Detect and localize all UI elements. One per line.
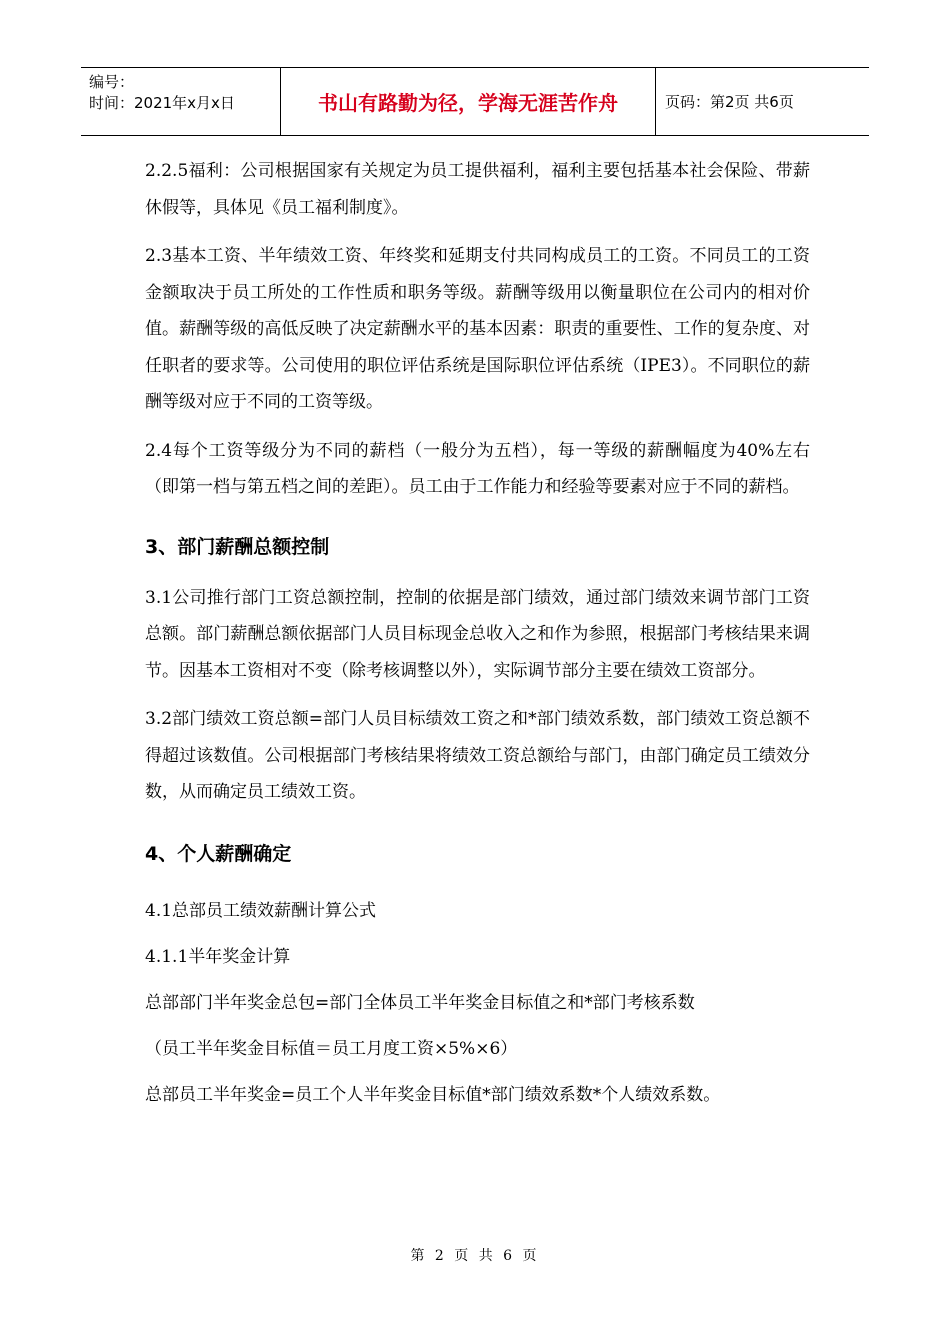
paragraph-3-2: 3.2部门绩效工资总额=部门人员目标绩效工资之和*部门绩效系数，部门绩效工资总额不得超过该数值。公司根据部门考核结果将绩效工资总额给与部门，由部门确定员工绩效分数，从而确定员工绩效工资。 [145, 709, 810, 802]
paragraph-4-1: 4.1总部员工绩效薪酬计算公式 [145, 900, 377, 921]
header-motto: 书山有路勤为径，学海无涯苦作舟 [281, 68, 656, 135]
paragraph-3-1: 3.1公司推行部门工资总额控制，控制的依据是部门绩效，通过部门绩效来调节部门工资总额。部门薪酬总额依据部门人员目标现金总收入之和作为参照，根据部门考核结果来调节。因基本工资相对不变（除考核调整以外），实际调节部分主要在绩效工资部分。 [145, 587, 810, 681]
page-footer: 第 2 页 共 6 页 [410, 1248, 540, 1264]
paragraph-2-4: 2.4每个工资等级分为不同的薪档（一般分为五档），每一等级的薪酬幅度为40%左右（即第一档与第五档之间的差距）。员工由于工作能力和经验等要素对应于不同的薪档。 [145, 440, 810, 497]
document-body [145, 153, 810, 1107]
serial-label: 编号： [89, 73, 135, 91]
section-heading-4: 4、个人薪酬确定 [145, 842, 292, 865]
date-label: 时间：2021年x月x日 [89, 94, 235, 112]
page-header [81, 67, 869, 136]
formula-dept-bonus-pool: 总部部门半年奖金总包=部门全体员工半年奖金目标值之和*部门考核系数 [145, 992, 695, 1013]
section-heading-3: 3、部门薪酬总额控制 [145, 535, 330, 558]
paragraph-2-3: 2.3基本工资、半年绩效工资、年终奖和延期支付共同构成员工的工资。不同员工的工资金额取决于员工所处的工作性质和职务等级。薪酬等级用以衡量职位在公司内的相对价值。薪酬等级的高低反映了决定薪酬水平的基本因素：职责的重要性、工作的复杂度、对任职者的要求等。公司使用的职位评估系统是国际职位评估系统（IPE3）。不同职位的薪酬等级对应于不同的工资等级。 [145, 246, 810, 412]
formula-target-value: （员工半年奖金目标值＝员工月度工资×5%×6） [145, 1038, 518, 1059]
paragraph-2-2-5: 2.2.5福利：公司根据国家有关规定为员工提供福利，福利主要包括基本社会保险、带薪休假等，具体见《员工福利制度》。 [145, 161, 810, 218]
formula-employee-bonus: 总部员工半年奖金=员工个人半年奖金目标值*部门绩效系数*个人绩效系数。 [145, 1084, 721, 1105]
header-page-info: 页码：第2页 共6页 [665, 93, 794, 111]
paragraph-4-1-1: 4.1.1半年奖金计算 [145, 946, 291, 967]
header-meta [81, 68, 281, 135]
